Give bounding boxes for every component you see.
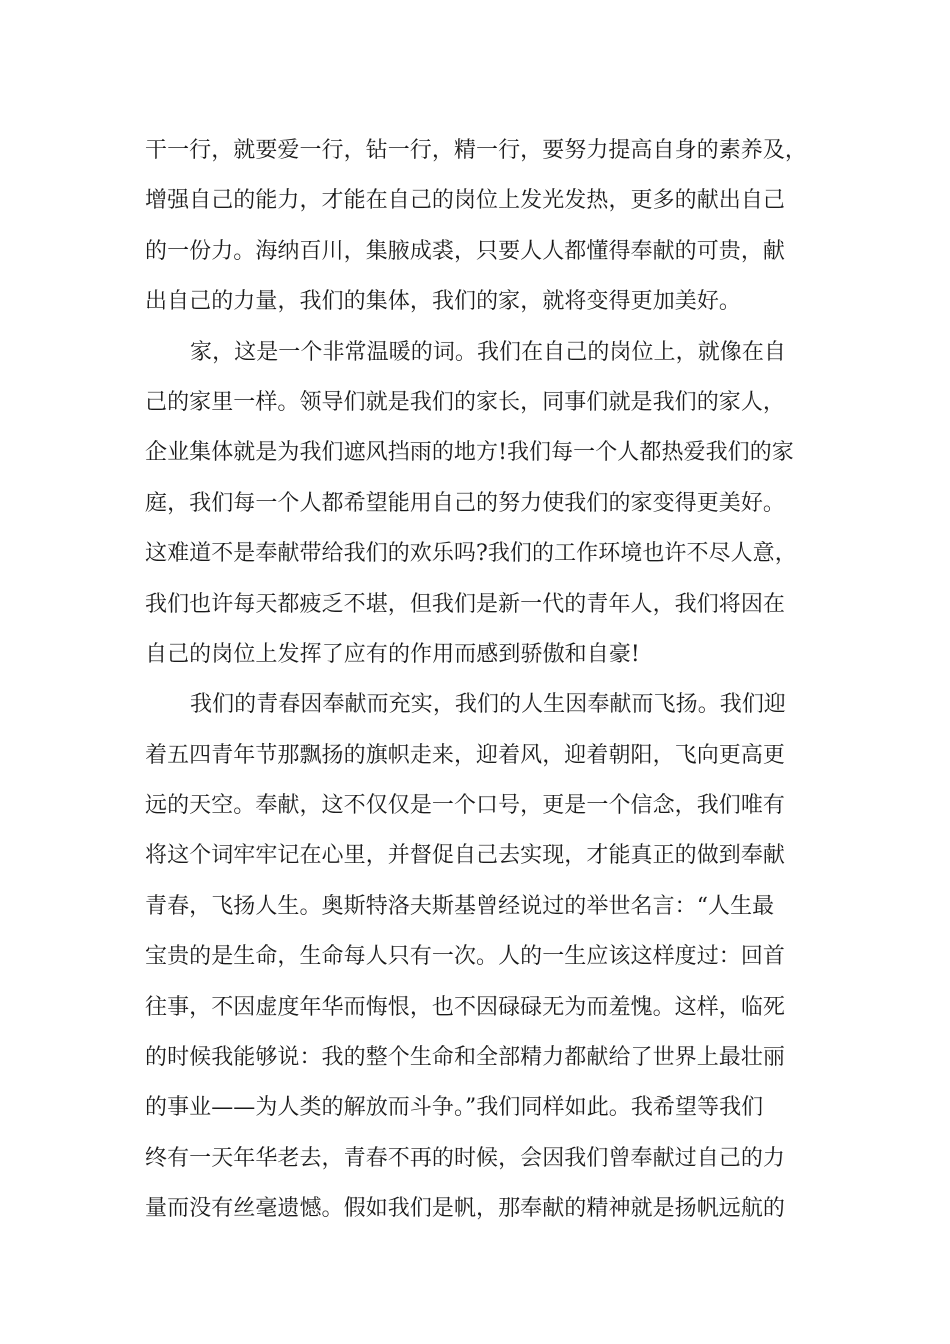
text-line: 着五四青年节那飘扬的旗帜走来，迎着风，迎着朝阳，飞向更高更 bbox=[145, 742, 786, 768]
text-line: 将这个词牢牢记在心里，并督促自己去实现，才能真正的做到奉献 bbox=[145, 843, 786, 869]
text-line: 己的家里一样。领导们就是我们的家长，同事们就是我们的家人， bbox=[145, 389, 786, 415]
text-line: 终有一天年华老去，青春不再的时候，会因我们曾奉献过自己的力 bbox=[145, 1145, 786, 1171]
text-line: 的一份力。海纳百川，集腋成裘，只要人人都懂得奉献的可贵，献 bbox=[145, 238, 786, 264]
text-line: 增强自己的能力，才能在自己的岗位上发光发热，更多的献出自己 bbox=[145, 188, 786, 214]
text-line: 出自己的力量，我们的集体，我们的家，就将变得更加美好。 bbox=[145, 289, 742, 315]
text-line: 自己的岗位上发挥了应有的作用而感到骄傲和自豪! bbox=[145, 641, 640, 667]
text-line: 的事业——为人类的解放而斗争。”我们同样如此。我希望等我们 bbox=[145, 1095, 764, 1121]
text-line: 往事，不因虚度年华而悔恨，也不因碌碌无为而羞愧。这样，临死 bbox=[145, 994, 786, 1020]
text-line: 企业集体就是为我们遮风挡雨的地方!我们每一个人都热爱我们的家 bbox=[145, 440, 794, 466]
text-line: 干一行，就要爱一行，钻一行，精一行，要努力提高自身的素养及， bbox=[145, 138, 808, 163]
text-line: 我们也许每天都疲乏不堪，但我们是新一代的青年人，我们将因在 bbox=[145, 591, 786, 617]
text-line: 我们的青春因奉献而充实，我们的人生因奉献而飞扬。我们迎 bbox=[190, 692, 787, 718]
text-line: 的时候我能够说：我的整个生命和全部精力都献给了世界上最壮丽 bbox=[145, 1045, 786, 1071]
text-line: 青春，飞扬人生。奥斯特洛夫斯基曾经说过的举世名言：“人生最 bbox=[145, 893, 775, 919]
body-text bbox=[145, 126, 815, 1235]
text-line: 这难道不是奉献带给我们的欢乐吗?我们的工作环境也许不尽人意， bbox=[145, 541, 797, 567]
text-line: 庭，我们每一个人都希望能用自己的努力使我们的家变得更美好。 bbox=[145, 490, 786, 516]
text-line: 远的天空。奉献，这不仅仅是一个口号，更是一个信念，我们唯有 bbox=[145, 793, 786, 819]
text-line: 量而没有丝毫遗憾。假如我们是帆，那奉献的精神就是扬帆远航的 bbox=[145, 1196, 786, 1222]
text-line: 宝贵的是生命，生命每人只有一次。人的一生应该这样度过：回首 bbox=[145, 944, 786, 970]
text-line: 家，这是一个非常温暖的词。我们在自己的岗位上，就像在自 bbox=[190, 339, 787, 365]
